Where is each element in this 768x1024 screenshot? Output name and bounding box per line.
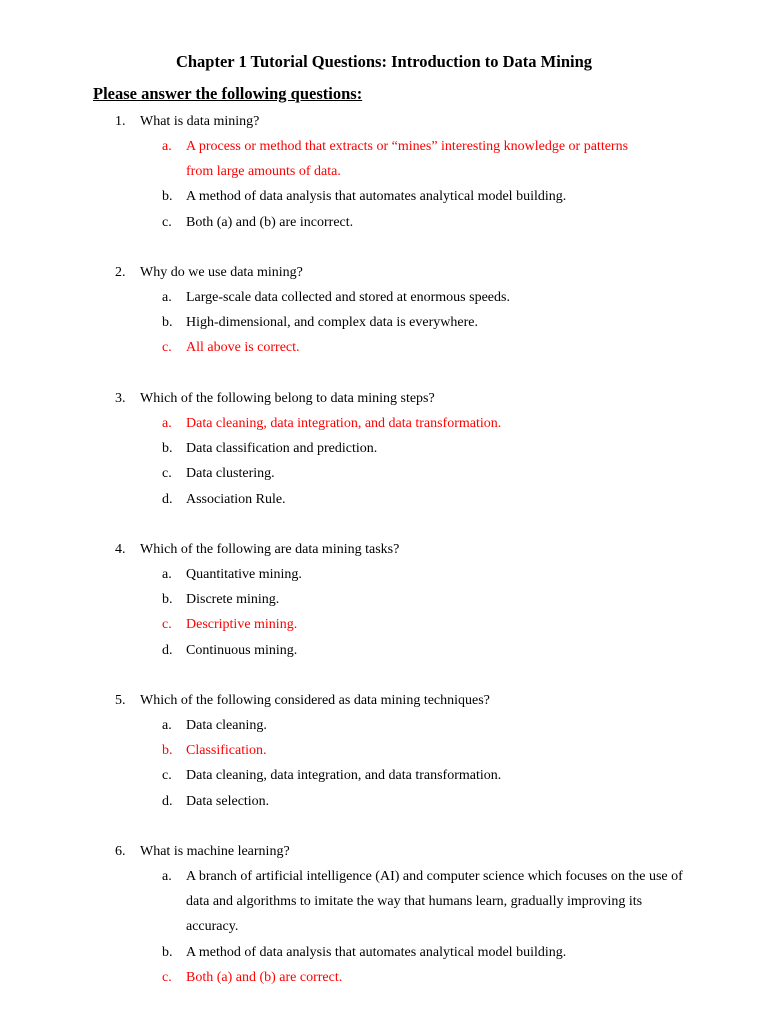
option-letter: b. [162, 743, 173, 759]
option-letter: c. [162, 214, 172, 230]
option-b [0, 940, 768, 965]
option-list [0, 713, 768, 814]
option-list [0, 285, 768, 361]
option-text: Both (a) and (b) are incorrect. [186, 214, 354, 230]
question-text: What is machine learning? [140, 844, 290, 859]
option-a [0, 134, 768, 184]
option-letter: a. [162, 416, 172, 431]
option-letter: d. [162, 491, 173, 507]
option-b [0, 738, 768, 763]
option-b [0, 587, 768, 612]
option-c [0, 210, 768, 235]
option-c [0, 763, 768, 788]
option-letter: a. [162, 567, 172, 582]
option-text: Classification. [186, 743, 267, 759]
option-list [0, 411, 768, 512]
option-text: Both (a) and (b) are correct. [186, 969, 343, 985]
option-letter: c. [162, 340, 172, 356]
option-a [0, 864, 768, 940]
option-list [0, 134, 768, 235]
option-text: Data classification and prediction. [186, 441, 378, 457]
option-letter: b. [162, 441, 173, 457]
option-letter: b. [162, 592, 173, 608]
option-letter: a. [162, 290, 172, 305]
option-a [0, 562, 768, 587]
option-text: Continuous mining. [186, 642, 298, 658]
question-text: Which of the following belong to data mining steps? [140, 391, 435, 406]
option-text: High-dimensional, and complex data is everywhere. [186, 315, 478, 331]
option-a [0, 713, 768, 738]
option-letter: c. [162, 969, 172, 985]
option-text: Data selection. [186, 793, 270, 809]
option-text: A method of data analysis that automates analytical model building. [186, 189, 567, 205]
option-text: Data cleaning. [186, 718, 267, 733]
option-text: All above is correct. [186, 340, 300, 356]
option-text: A branch of artificial intelligence (AI) and computer science which focuses on the use of data and algorithms to imitate the way that humans learn, gradually improving its accuracy. [186, 869, 683, 935]
option-text: Data clustering. [186, 466, 275, 482]
option-letter: a. [162, 869, 172, 884]
option-c [0, 965, 768, 990]
option-b [0, 436, 768, 461]
option-text: Association Rule. [186, 491, 286, 507]
option-letter: a. [162, 718, 172, 733]
option-letter: c. [162, 617, 172, 633]
option-a [0, 285, 768, 310]
question-text: What is data mining? [140, 114, 260, 129]
question-text: Why do we use data mining? [140, 265, 303, 280]
option-text: Large-scale data collected and stored at enormous speeds. [186, 290, 510, 305]
option-list [0, 864, 768, 990]
option-text: Descriptive mining. [186, 617, 298, 633]
option-letter: a. [162, 139, 172, 154]
option-letter: c. [162, 466, 172, 482]
option-c [0, 612, 768, 637]
option-d [0, 789, 768, 814]
question-number: 6. [115, 844, 126, 859]
option-text: Data cleaning, data integration, and data transformation. [186, 768, 502, 784]
question-number: 1. [115, 114, 126, 129]
option-letter: b. [162, 315, 173, 331]
instructions-heading: Please answer the following questions: [93, 84, 363, 103]
option-letter: c. [162, 768, 172, 784]
question-number: 4. [115, 542, 126, 557]
option-list [0, 562, 768, 663]
option-text: Quantitative mining. [186, 567, 302, 582]
document-title: Chapter 1 Tutorial Questions: Introduction to Data Mining [175, 52, 593, 71]
option-c [0, 335, 768, 360]
option-letter: b. [162, 944, 173, 960]
option-c [0, 461, 768, 486]
option-b [0, 310, 768, 335]
option-text: Discrete mining. [186, 592, 280, 608]
option-letter: d. [162, 793, 173, 809]
question-text: Which of the following are data mining tasks? [140, 542, 400, 557]
option-text: Data cleaning, data integration, and data transformation. [186, 416, 502, 431]
option-d [0, 638, 768, 663]
option-text: A process or method that extracts or “mines” interesting knowledge or patterns from large amounts of data. [186, 139, 629, 180]
option-b [0, 184, 768, 209]
option-letter: b. [162, 189, 173, 205]
option-a [0, 411, 768, 436]
question-text: Which of the following considered as data mining techniques? [140, 693, 490, 708]
option-letter: d. [162, 642, 173, 658]
question-number: 5. [115, 693, 126, 708]
option-text: A method of data analysis that automates analytical model building. [186, 944, 567, 960]
option-d [0, 487, 768, 512]
question-number: 2. [115, 265, 126, 280]
question-number: 3. [115, 391, 126, 406]
